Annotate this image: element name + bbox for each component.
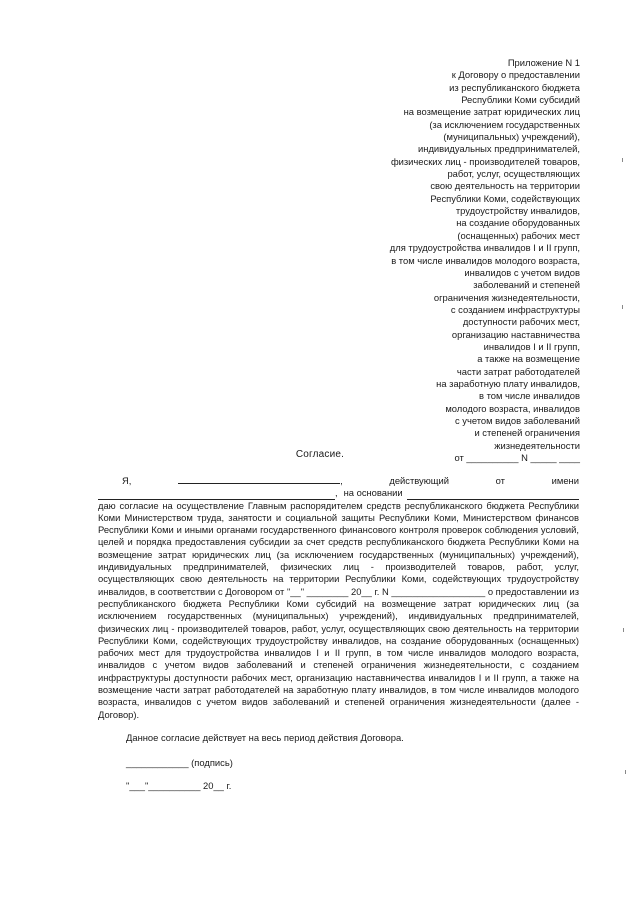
date-line: "___"__________ 20__ г. (126, 780, 232, 791)
appendix-line: в том числе инвалидов (478, 390, 580, 402)
appendix-line: на возмещение затрат юридических лиц (403, 106, 580, 118)
acting-label: действующий (389, 475, 449, 486)
appendix-line: доступности рабочих мест, (462, 316, 580, 328)
on-behalf-label: имени (551, 475, 579, 486)
appendix-line: инвалидов с учетом видов (464, 266, 580, 278)
scan-speck (625, 770, 626, 774)
name-blank-group: , (178, 474, 343, 487)
appendix-line: молодого возраста, инвалидов (445, 402, 580, 414)
scan-speck (622, 305, 623, 309)
appendix-line: Республики Коми субсидий (461, 94, 580, 106)
appendix-line: физических лиц - производителей товаров, (390, 155, 580, 167)
validity-statement: Данное согласие действует на весь период действия Договора. (126, 732, 404, 743)
appendix-line: из республиканского бюджета (449, 81, 580, 93)
consent-second-line: , на основании (98, 487, 579, 499)
basis-label: на основании (343, 487, 403, 499)
pronoun-i: Я, (122, 475, 132, 486)
appendix-line: и степеней ограничения (474, 427, 580, 439)
appendix-line: Приложение N 1 (507, 57, 580, 68)
appendix-line: индивидуальных предпринимателей, (418, 143, 580, 155)
appendix-line: заболеваний и степеней (473, 279, 580, 291)
appendix-line: (оснащенных) рабочих мест (457, 229, 580, 241)
appendix-line: свою деятельность на территории (430, 180, 580, 192)
appendix-line: от __________ N _____ ____ (454, 452, 580, 463)
appendix-line: на создание оборудованных (456, 217, 580, 229)
appendix-line: трудоустройству инвалидов, (455, 205, 580, 217)
appendix-line: части затрат работодателей (456, 365, 580, 377)
appendix-line: а также на возмещение (477, 353, 580, 365)
appendix-line: организацию наставничества (451, 328, 580, 340)
appendix-line: в том числе инвалидов молодого возраста, (391, 254, 580, 266)
appendix-header (300, 57, 580, 464)
consent-body (98, 474, 579, 721)
appendix-line: ограничения жизнедеятельности, (433, 291, 580, 303)
appendix-line: с учетом видов заболеваний (454, 414, 580, 426)
scan-speck (623, 628, 624, 632)
document-title: Согласие. (295, 449, 345, 460)
appendix-line: на заработную плату инвалидов, (436, 377, 580, 389)
name-blank (178, 474, 340, 484)
appendix-line: к Договору о предоставлении (451, 69, 580, 81)
appendix-line: работ, услуг, осуществляющих (447, 168, 580, 180)
consent-first-line (98, 474, 579, 487)
signature-line: ____________ (подпись) (126, 757, 233, 768)
appendix-line: инвалидов I и II групп, (483, 340, 580, 352)
appendix-line: с созданием инфраструктуры (450, 303, 580, 315)
appendix-line: (муниципальных) учреждений), (443, 131, 580, 143)
organization-blank (98, 490, 335, 500)
basis-blank (407, 490, 579, 500)
scan-speck (622, 158, 623, 162)
appendix-line: жизнедеятельности (494, 439, 580, 451)
appendix-line: (за исключением государственных (429, 118, 580, 130)
appendix-line: Республики Коми, содействующих (430, 192, 580, 204)
from-label: от (495, 475, 505, 486)
appendix-line: для трудоустройства инвалидов I и II групп, (389, 242, 580, 254)
consent-paragraph: даю согласие на осуществление Главным распорядителем средств республиканского бюджета Республики Коми Министерством труда, занятости и социальной защиты Республики Коми, Министерством финансов Республики Коми и иными органами государственного финансового контроля проверок соблюдения условий, целей и порядка предоставления субсидии за счет средств республиканского бюджета Республики Коми на возмещение затрат юридических лиц (за исключением государственных (муниципальных) учреждений), индивидуальных предпринимателей, физических лиц - производителей товаров, работ, услуг, осуществляющих свою деятельность на территории Республики Коми, содействующих трудоустройству инвалидов, в соответствии с Договором от "__" ________ 20__ г. N __________________ о предоставлении из республиканского бюджета Республики Коми субсидий на возмещение затрат юридических лиц (за исключением государственных (муниципальных) учреждений), индивидуальных предпринимателей, физических лиц - производителей товаров, работ, услуг, осуществляющих свою деятельность на территории Республики Коми, содействующих трудоустройству инвалидов, на создание оборудованных (оснащенных) рабочих мест для трудоустройства инвалидов I и II групп, в том числе инвалидов молодого возраста, инвалидов с учетом видов заболеваний и степеней ограничения жизнедеятельности, с созданием инфраструктуры доступности рабочих мест, организацию наставничества инвалидов I и II групп, а также на возмещение части затрат работодателей на заработную плату инвалидов, в том числе инвалидов молодого возраста, инвалидов с учетом видов заболеваний и степеней ограничения жизнедеятельности (далее - Договор). (98, 499, 579, 720)
